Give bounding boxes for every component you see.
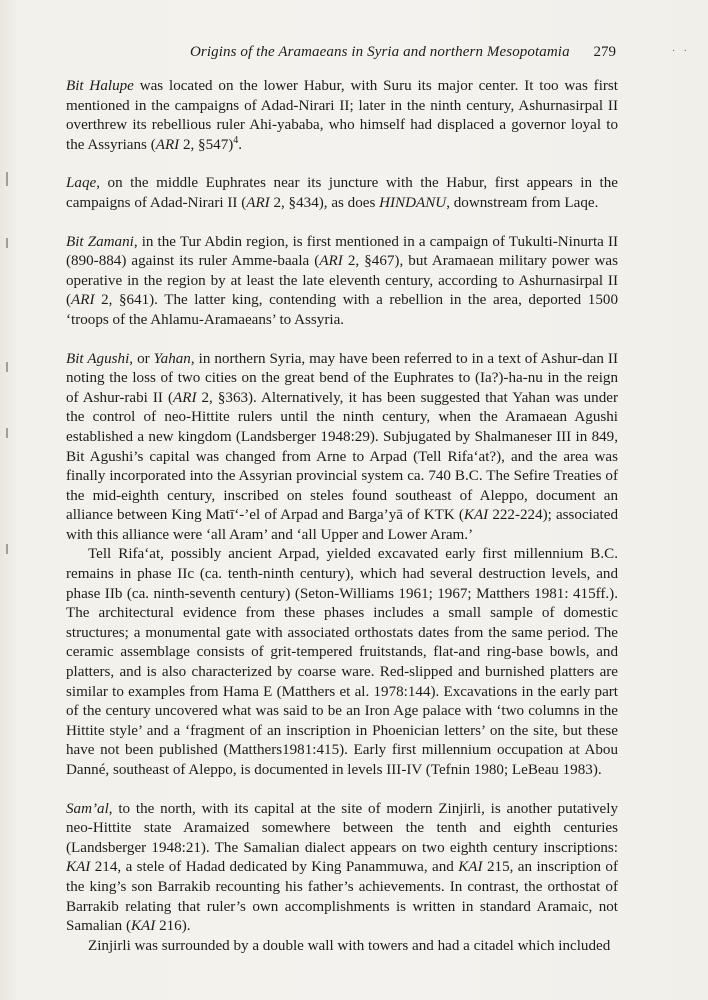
text-run: was located on the lower Habur, with Suru its major center. It too was first mentioned in the campaigns of Adad-Nirari II; later in the ninth century, Ashurnasirpal II overthrew its rebellious ruler Ahi-yababa, who himself had displaced a governor loyal to the Assyrians ( — [66, 78, 618, 153]
text-run: Tell Rifa‘at, possibly ancient Arpad, yielded excavated early first millennium B.C. remains in phase IIc (ca. tenth-ninth century), which had several destruction levels, and phase IIb (ca. ninth-seventh century) (Seton-Williams 1961; 1967; Matthers 1981: 415ff.). The architectural evidence from these phases includes a small sample of domestic structures; a monumental gate with associated orthostats dates from the same period. The ceramic assemblage consists of grit-tempered fruitstands, flat-and ring-base bowls, and platters, and is also characterized by coarse ware. Red-slipped and burnished platters are similar to examples from Hama E (Matthers et al. 1978:144). Excavations in the early part of the century uncovered what was said to be an Iron Age palace with ‘two columns in the Hittite style’ and a ‘fragment of an inscription in Phoenician letters’ on the site, but these have not been published (Matthers1981:415). Early first millennium occupation at Abou Danné, southeast of Aleppo, is documented in levels III-IV (Tefnin 1980; LeBeau 1983). — [66, 546, 618, 778]
text-run: , in the Tur Abdin region, is first mentioned in a campaign of Tukulti-Ninurta II (890-884) against its ruler Amme-baala ( — [66, 233, 619, 270]
paragraph — [66, 545, 618, 780]
italic-text: ARI — [319, 253, 343, 270]
text-run: 2, §467), but Aramaean military power was operative in the region by at least the late eleventh century, according to Ashurnasirpal II ( — [66, 253, 618, 309]
page-number: 279 — [593, 44, 616, 60]
text-run: , downstream from Laqe. — [446, 194, 599, 211]
italic-text: Yahan — [153, 350, 191, 367]
margin-mark — [6, 544, 8, 554]
footnote-ref: 4 — [233, 134, 239, 146]
italic-text: Bit Agushi — [66, 350, 130, 367]
binding-edge — [0, 0, 20, 1000]
paragraph — [66, 937, 618, 957]
margin-mark — [6, 238, 8, 248]
text-run: 2, §434), as does — [269, 194, 380, 211]
margin-mark — [6, 172, 8, 186]
running-header — [190, 42, 620, 62]
paragraph — [66, 77, 618, 155]
paragraph — [66, 350, 618, 546]
paragraph — [66, 233, 618, 331]
paragraph — [66, 174, 618, 213]
text-run: 222-224); associated with this alliance were ‘all Aram’ and ‘all Upper and Lower Aram.’ — [66, 507, 618, 543]
text-run: 216). — [155, 918, 191, 935]
text-run: , to the north, with its capital at the site of modern Zinjirli, is another putatively neo-Hittite state Aramaized somewhere between the tenth and eighth centuries (Landsberger 1948:21). The Samalian dialect appears on two eighth century inscriptions: — [66, 800, 618, 856]
italic-text: Bit Zamani — [66, 233, 134, 250]
text-run: , in northern Syria, may have been referred to in a text of Ashur-dan II noting the loss of two cities on the great bend of the Euphrates to (Ia?)-ha-nu in the reign of Ashur-rabi II ( — [66, 350, 618, 406]
italic-text: HINDANU — [379, 194, 447, 211]
italic-text: ARI — [71, 292, 95, 309]
italic-text: KAI — [458, 859, 483, 876]
text-run: Zinjirli was surrounded by a double wall with towers and had a citadel which included — [88, 937, 611, 954]
italic-text: KAI — [130, 918, 156, 935]
paragraph — [66, 800, 618, 937]
italic-text: ARI — [155, 136, 180, 153]
text-run: 2, §641). The latter king, contending with a rebellion in the area, deported 1500 ‘troops of the Ahlamu-Aramaeans’ to Assyria. — [66, 292, 618, 328]
italic-text: ARI — [173, 389, 197, 406]
text-run: . — [238, 136, 243, 153]
italic-text: KAI — [66, 859, 91, 876]
text-run: 2, §363). Alternatively, it has been suggested that Yahan was under the control of neo-Hittite rulers until the ninth century, when the Aramaean Agushi established a new kingdom (Landsberger 1948:29). Subjugated by Shalmaneser III in 849, Bit Agushi’s capital was changed from Arne to Arpad (Tell Rifa‘at?), and the area was finally incorporated into the Assyrian provincial system ca. 740 B.C. The Sefire Treaties of the mid-eighth century, inscribed on steles found southeast of Aleppo, document an alliance between King Matī‘-’el of Arpad and Barga’yā of KTK ( — [66, 389, 618, 524]
margin-mark — [6, 428, 8, 438]
italic-text: Bit Halupe — [66, 78, 134, 94]
text-run: 215, an inscription of the king’s son Barrakib recounting his father’s achievements. In contrast, the orthostat of Barrakib relating that ruler’s own accomplishments is written in standard Aramaic, not Samalian ( — [66, 859, 619, 935]
scan-speck: · · — [671, 46, 690, 57]
text-run: , or — [129, 350, 154, 367]
running-header-title: Origins of the Aramaeans in Syria and northern Mesopotamia — [190, 44, 570, 60]
body-text — [66, 77, 618, 956]
italic-text: KAI — [463, 507, 489, 524]
italic-text: Laqe — [66, 175, 97, 192]
text-run: , on the middle Euphrates near its juncture with the Habur, first appears in the campaigns of Adad-Nirari II ( — [66, 175, 618, 211]
margin-mark — [6, 362, 8, 372]
italic-text: Sam’al — [66, 800, 109, 817]
text-run: 214, a stele of Hadad dedicated by King Panammuwa, and — [90, 859, 459, 876]
text-run: 2, §547) — [179, 136, 234, 153]
italic-text: ARI — [246, 194, 270, 211]
